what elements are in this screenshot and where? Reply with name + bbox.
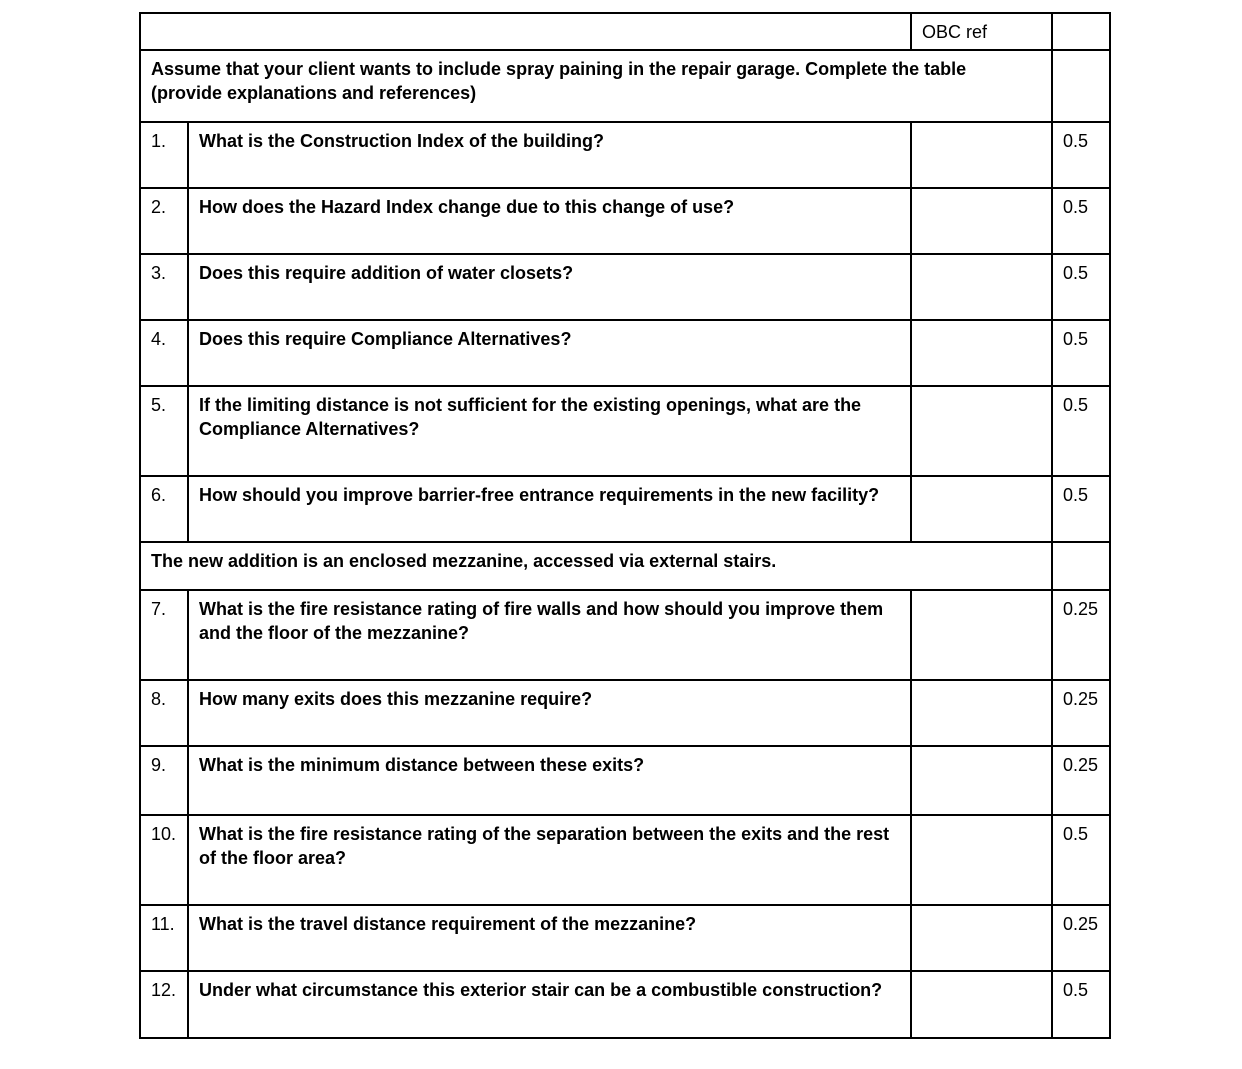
header-points-cell [1052, 13, 1110, 50]
obc-ref-answer-cell[interactable] [911, 905, 1052, 971]
question-text: How does the Hazard Index change due to this change of use? [188, 188, 911, 254]
obc-ref-answer-cell[interactable] [911, 386, 1052, 476]
question-number: 8. [140, 680, 188, 746]
question-number: 2. [140, 188, 188, 254]
question-row [140, 815, 1110, 905]
question-row [140, 746, 1110, 815]
section-points-cell [1052, 50, 1110, 122]
question-points: 0.25 [1052, 680, 1110, 746]
obc-ref-answer-cell[interactable] [911, 680, 1052, 746]
obc-ref-answer-cell[interactable] [911, 122, 1052, 188]
question-points: 0.5 [1052, 254, 1110, 320]
obc-ref-answer-cell[interactable] [911, 971, 1052, 1038]
question-row [140, 905, 1110, 971]
question-points: 0.25 [1052, 905, 1110, 971]
question-row [140, 386, 1110, 476]
obc-ref-answer-cell[interactable] [911, 188, 1052, 254]
question-text: How should you improve barrier-free entrance requirements in the new facility? [188, 476, 911, 542]
question-number: 7. [140, 590, 188, 680]
question-points: 0.5 [1052, 971, 1110, 1038]
question-number: 1. [140, 122, 188, 188]
question-row [140, 971, 1110, 1038]
section-row [140, 542, 1110, 590]
question-points: 0.5 [1052, 188, 1110, 254]
section-points-cell [1052, 542, 1110, 590]
question-row [140, 320, 1110, 386]
question-number: 3. [140, 254, 188, 320]
question-number: 5. [140, 386, 188, 476]
question-row [140, 590, 1110, 680]
obc-ref-answer-cell[interactable] [911, 746, 1052, 815]
question-points: 0.5 [1052, 122, 1110, 188]
question-number: 9. [140, 746, 188, 815]
obc-ref-header: OBC ref [911, 13, 1052, 50]
question-text: What is the Construction Index of the building? [188, 122, 911, 188]
section-row [140, 50, 1110, 122]
question-points: 0.25 [1052, 590, 1110, 680]
assignment-table [139, 12, 1111, 1039]
question-text: What is the travel distance requirement of the mezzanine? [188, 905, 911, 971]
header-blank-cell [140, 13, 911, 50]
question-points: 0.5 [1052, 815, 1110, 905]
question-text: Does this require addition of water closets? [188, 254, 911, 320]
question-row [140, 122, 1110, 188]
question-row [140, 188, 1110, 254]
question-number: 4. [140, 320, 188, 386]
question-text: What is the fire resistance rating of the separation between the exits and the rest of the floor area? [188, 815, 911, 905]
question-text: If the limiting distance is not sufficient for the existing openings, what are the Compliance Alternatives? [188, 386, 911, 476]
question-number: 12. [140, 971, 188, 1038]
obc-ref-answer-cell[interactable] [911, 476, 1052, 542]
question-row [140, 680, 1110, 746]
question-number: 11. [140, 905, 188, 971]
question-text: What is the fire resistance rating of fire walls and how should you improve them and the floor of the mezzanine? [188, 590, 911, 680]
question-row [140, 476, 1110, 542]
question-text: Under what circumstance this exterior stair can be a combustible construction? [188, 971, 911, 1038]
section-intro: The new addition is an enclosed mezzanine, accessed via external stairs. [140, 542, 1052, 590]
question-points: 0.5 [1052, 476, 1110, 542]
question-number: 10. [140, 815, 188, 905]
question-text: How many exits does this mezzanine require? [188, 680, 911, 746]
question-points: 0.5 [1052, 386, 1110, 476]
question-text: Does this require Compliance Alternatives? [188, 320, 911, 386]
obc-ref-answer-cell[interactable] [911, 320, 1052, 386]
section-intro: Assume that your client wants to include spray paining in the repair garage. Complete the table (provide explanations and references) [140, 50, 1052, 122]
obc-ref-answer-cell[interactable] [911, 590, 1052, 680]
question-points: 0.25 [1052, 746, 1110, 815]
question-text: What is the minimum distance between these exits? [188, 746, 911, 815]
question-points: 0.5 [1052, 320, 1110, 386]
question-number: 6. [140, 476, 188, 542]
question-row [140, 254, 1110, 320]
obc-ref-answer-cell[interactable] [911, 254, 1052, 320]
obc-ref-answer-cell[interactable] [911, 815, 1052, 905]
header-row [140, 13, 1110, 50]
